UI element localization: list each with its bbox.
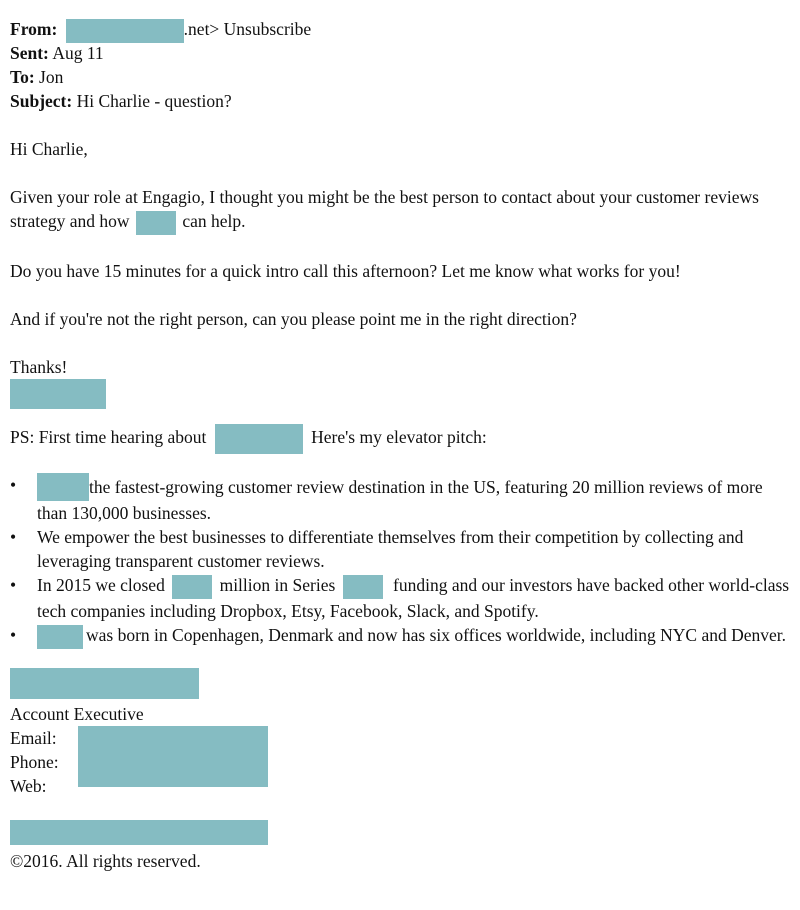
- subject-label: Subject:: [10, 91, 73, 111]
- bullet-text-3c: funding and our investors have backed other world-class tech companies including Dropbox, Etsy, Facebook, Slack, and Spotify.: [37, 574, 790, 621]
- intro-text-end: can help.: [182, 211, 246, 231]
- greeting: Hi Charlie,: [10, 139, 88, 159]
- redacted-funding-series: [343, 575, 383, 599]
- bullet-text-3b: million in Series: [219, 574, 336, 595]
- bullet-text-1: the fastest-growing customer review destination in the US, featuring 20 million reviews of more than 130,000 businesses.: [37, 476, 763, 523]
- to-line: [10, 65, 795, 89]
- list-item: [10, 525, 795, 573]
- from-label: From:: [10, 19, 58, 39]
- subject-value: Hi Charlie - question?: [76, 91, 232, 111]
- subject-line: [10, 89, 795, 113]
- list-item: [10, 473, 795, 525]
- from-suffix[interactable]: .net> Unsubscribe: [183, 19, 312, 39]
- bullet-text-4: was born in Copenhagen, Denmark and now has six offices worldwide, including NYC and Denver.: [86, 624, 787, 645]
- email-message: [10, 17, 795, 873]
- paragraph-referral: And if you're not the right person, can you please point me in the right direction?: [10, 308, 577, 329]
- from-line: [10, 17, 795, 41]
- redacted-sender: [66, 19, 184, 43]
- paragraph-call-request: Do you have 15 minutes for a quick intro call this afternoon? Let me know what works for you!: [10, 260, 681, 281]
- sent-value: Aug 11: [52, 43, 104, 63]
- redacted-funding-amount: [172, 575, 212, 599]
- web-label: Web:: [10, 775, 47, 796]
- to-label: To:: [10, 67, 35, 87]
- redacted-contact-info: [78, 726, 268, 787]
- bullet-text-3a: In 2015 we closed: [37, 574, 165, 595]
- email-label: Email:: [10, 727, 57, 748]
- phone-label: Phone:: [10, 751, 59, 772]
- to-value: Jon: [39, 67, 64, 87]
- bullet-text-2: We empower the best businesses to differentiate themselves from their competition by collecting and leveraging transparent customer reviews.: [37, 526, 744, 571]
- ps-text: PS: First time hearing about: [10, 426, 207, 447]
- intro-text: Given your role at Engagio, I thought you might be the best person to contact about your customer reviews strategy and how: [10, 187, 759, 231]
- sent-line: [10, 41, 795, 65]
- sent-label: Sent:: [10, 43, 49, 63]
- redacted-signature-name: [10, 668, 199, 699]
- redacted-company-name-ps: [215, 424, 303, 454]
- redacted-company-name: [136, 211, 176, 235]
- contact-details: [10, 726, 795, 798]
- signature-title: Account Executive: [10, 703, 144, 724]
- copyright: ©2016. All rights reserved.: [10, 850, 201, 871]
- list-item: [10, 573, 795, 623]
- redacted-company-name-bullet: [37, 473, 89, 501]
- paragraph-intro: [10, 185, 795, 235]
- pitch-list: [10, 473, 795, 649]
- ps-text-end: Here's my elevator pitch:: [311, 426, 487, 447]
- list-item: [10, 623, 795, 649]
- redacted-sender-name: [10, 379, 106, 409]
- ps-line: [10, 422, 795, 452]
- redacted-company-footer: [10, 820, 268, 845]
- redacted-company-name-bullet-4: [37, 625, 83, 649]
- thanks: Thanks!: [10, 356, 68, 377]
